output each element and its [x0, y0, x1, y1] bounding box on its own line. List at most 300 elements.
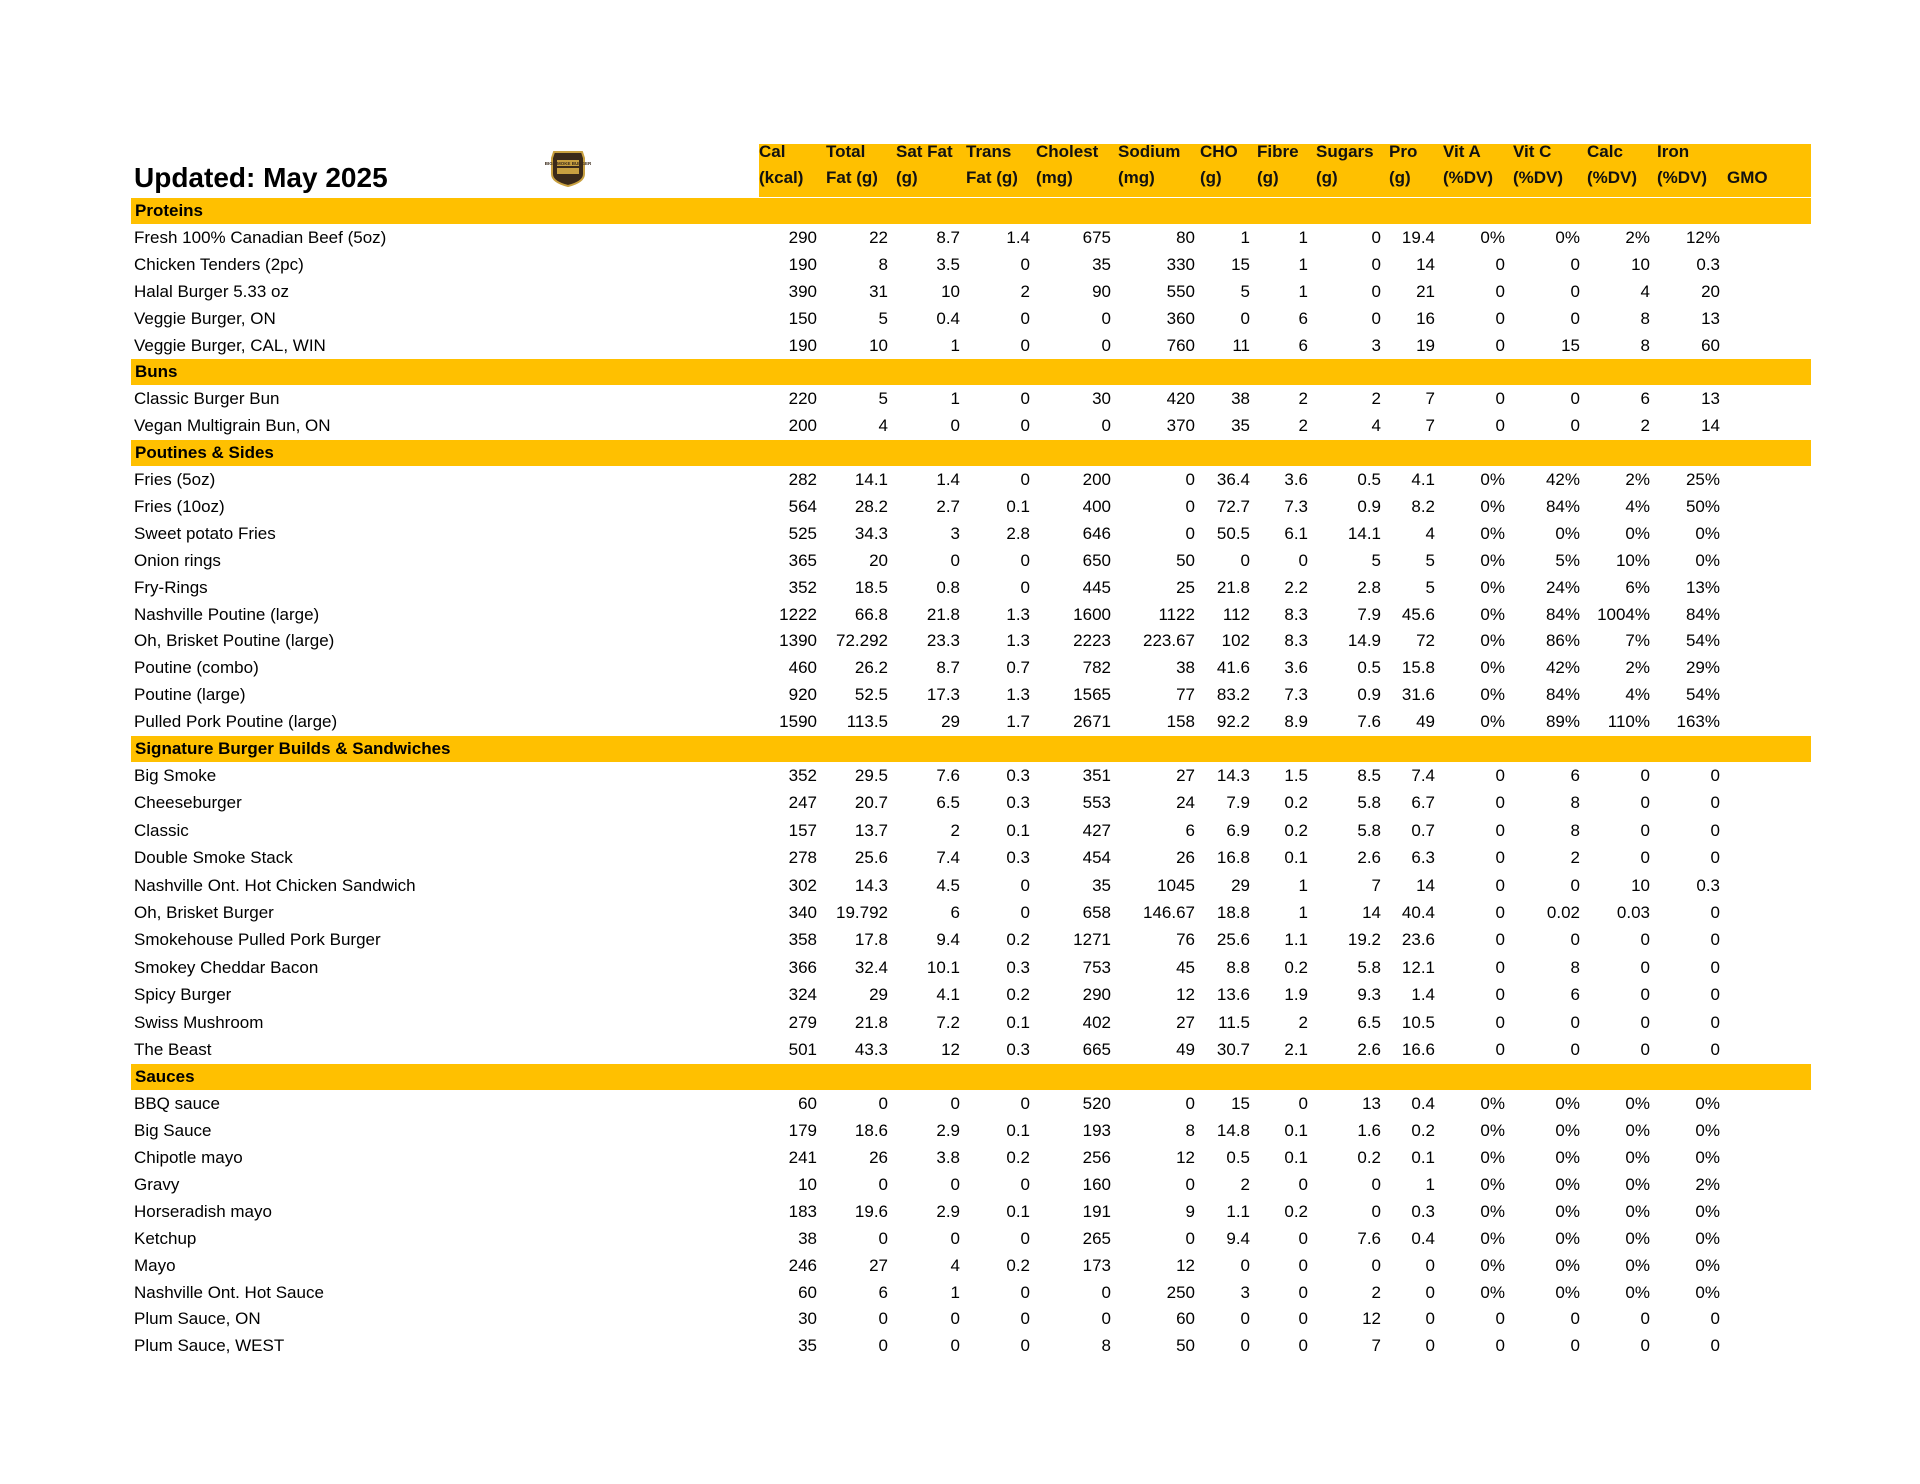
cell-value: 18.5	[854, 577, 888, 597]
item-name: Fry-Rings	[134, 577, 208, 597]
cell-value: 3.6	[1284, 658, 1308, 678]
cell-value: 0	[1570, 389, 1580, 409]
cell-value: 1	[1298, 254, 1308, 274]
cell-value: 0%	[1555, 1148, 1580, 1167]
item-name: Onion rings	[134, 550, 221, 570]
cell-value: 0	[1710, 820, 1720, 840]
cell-value: 0%	[1555, 1282, 1580, 1302]
cell-value: 0	[1495, 875, 1505, 895]
cell-value: 0	[1640, 1336, 1650, 1356]
cell-value: 247	[788, 793, 817, 813]
cell-value: 420	[1166, 389, 1195, 409]
cell-value: 0.2	[1411, 1121, 1435, 1141]
cell-value: 650	[1082, 550, 1111, 570]
page-title: Updated: May 2025	[134, 162, 388, 193]
item-name: Veggie Burger, ON	[134, 308, 276, 328]
table-row	[0, 1010, 1920, 1036]
cell-value: 0	[878, 1336, 888, 1356]
cell-value: 0	[1495, 820, 1505, 840]
table-row	[0, 1199, 1920, 1225]
cell-value: 0.1	[1284, 848, 1308, 868]
item-name: Smokey Cheddar Bacon	[134, 957, 319, 977]
cell-value: 0	[1371, 227, 1381, 247]
cell-value: 77	[1176, 685, 1195, 705]
cell-value: 0	[1371, 254, 1381, 274]
item-name: Fries (10oz)	[134, 496, 225, 516]
cell-value: 2	[1298, 389, 1308, 409]
column-header-line2: (%DV)	[1513, 168, 1564, 187]
cell-value: 8	[878, 254, 888, 274]
cell-value: 30.7	[1216, 1039, 1250, 1059]
table-row	[0, 628, 1920, 654]
cell-value: 9.4	[936, 930, 960, 950]
cell-value: 7.9	[1357, 604, 1381, 624]
cell-value: 445	[1082, 577, 1111, 597]
cell-value: 0	[1495, 416, 1505, 436]
cell-value: 2.8	[1006, 523, 1030, 543]
cell-value: 150	[788, 308, 817, 328]
cell-value: 13.6	[1216, 985, 1250, 1005]
cell-value: 0.3	[1411, 1201, 1435, 1221]
cell-value: 191	[1082, 1201, 1111, 1221]
cell-value: 0	[1570, 416, 1580, 436]
column-header-line2: (mg)	[1118, 168, 1155, 187]
table-row	[0, 521, 1920, 547]
cell-value: 13.7	[854, 820, 888, 840]
cell-value: 0.5	[1357, 470, 1381, 489]
cell-value: 0	[1710, 1039, 1720, 1059]
cell-value: 0	[1495, 1336, 1505, 1356]
item-name: Mayo	[134, 1255, 176, 1275]
cell-value: 2%	[1625, 658, 1650, 678]
item-name: Chipotle mayo	[134, 1148, 243, 1167]
table-row	[0, 494, 1920, 520]
cell-value: 0	[1570, 1012, 1580, 1032]
cell-value: 290	[1082, 985, 1111, 1005]
item-name: Chicken Tenders (2pc)	[134, 254, 304, 274]
cell-value: 1	[1298, 902, 1308, 922]
cell-value: 1.4	[1411, 985, 1435, 1005]
cell-value: 0	[1020, 470, 1030, 489]
cell-value: 0	[1710, 985, 1720, 1005]
cell-value: 282	[788, 470, 817, 489]
cell-value: 7.6	[936, 765, 960, 785]
cell-value: 2	[1640, 416, 1650, 436]
cell-value: 0.4	[1411, 1094, 1435, 1114]
cell-value: 0%	[1625, 1174, 1650, 1194]
item-name: Double Smoke Stack	[134, 848, 293, 868]
item-name: Cheeseburger	[134, 793, 242, 813]
cell-value: 29	[869, 985, 888, 1005]
cell-value: 340	[788, 902, 817, 922]
table-row	[0, 279, 1920, 305]
cell-value: 246	[788, 1255, 817, 1275]
cell-value: 0	[1185, 1094, 1195, 1114]
cell-value: 8.5	[1357, 765, 1381, 785]
cell-value: 0	[1020, 1174, 1030, 1194]
cell-value: 6	[878, 1282, 888, 1302]
cell-value: 0.2	[1284, 1201, 1308, 1221]
section-label: Signature Burger Builds & Sandwiches	[135, 739, 451, 758]
cell-value: 72.292	[836, 631, 888, 651]
cell-value: 0	[1495, 389, 1505, 409]
cell-value: 0%	[1480, 550, 1505, 570]
cell-value: 92.2	[1216, 712, 1250, 732]
cell-value: 0	[1495, 1309, 1505, 1329]
cell-value: 7	[1425, 389, 1435, 409]
cell-value: 54%	[1685, 685, 1720, 705]
cell-value: 7.4	[1411, 765, 1435, 785]
cell-value: 0	[1101, 416, 1111, 436]
cell-value: 13	[1362, 1094, 1381, 1114]
cell-value: 0%	[1695, 1255, 1720, 1275]
cell-value: 365	[788, 550, 817, 570]
cell-value: 658	[1082, 902, 1111, 922]
cell-value: 50	[1176, 550, 1195, 570]
cell-value: 2	[1240, 1174, 1250, 1194]
cell-value: 1	[1298, 281, 1308, 301]
section-header	[131, 736, 1811, 762]
cell-value: 256	[1082, 1148, 1111, 1167]
cell-value: 35	[1092, 254, 1111, 274]
cell-value: 220	[788, 389, 817, 409]
cell-value: 10	[941, 281, 960, 301]
cell-value: 0.7	[1411, 820, 1435, 840]
cell-value: 86%	[1545, 631, 1580, 651]
table-row	[0, 1280, 1920, 1306]
cell-value: 8.7	[936, 658, 960, 678]
cell-value: 0	[1710, 902, 1720, 922]
cell-value: 12	[1176, 1148, 1195, 1167]
cell-value: 1271	[1073, 930, 1111, 950]
cell-value: 1	[1425, 1174, 1435, 1194]
cell-value: 1.1	[1226, 1201, 1250, 1221]
cell-value: 0.2	[1357, 1148, 1381, 1167]
cell-value: 0%	[1625, 1121, 1650, 1141]
item-name: Oh, Brisket Burger	[134, 902, 274, 922]
cell-value: 5	[1425, 550, 1435, 570]
table-row	[0, 818, 1920, 844]
cell-value: 520	[1082, 1094, 1111, 1114]
column-header-line2: (%DV)	[1657, 168, 1708, 187]
column-header-line1: Pro	[1389, 142, 1418, 161]
big-smoke-burger-logo-icon	[544, 148, 592, 188]
table-row	[0, 1226, 1920, 1252]
cell-value: 2.6	[1357, 1039, 1381, 1059]
cell-value: 158	[1166, 712, 1195, 732]
item-name: Nashville Ont. Hot Sauce	[134, 1282, 324, 1302]
cell-value: 290	[788, 227, 817, 247]
cell-value: 14.1	[1347, 523, 1381, 543]
cell-value: 324	[788, 985, 817, 1005]
cell-value: 0	[1570, 308, 1580, 328]
cell-value: 19.4	[1401, 227, 1435, 247]
cell-value: 0%	[1625, 1201, 1650, 1221]
item-name: Veggie Burger, CAL, WIN	[134, 335, 326, 355]
cell-value: 0.02	[1546, 902, 1580, 922]
cell-value: 351	[1082, 765, 1111, 785]
cell-value: 1222	[779, 604, 817, 624]
cell-value: 24%	[1545, 577, 1580, 597]
column-header-line2: (g)	[896, 168, 918, 187]
cell-value: 454	[1082, 848, 1111, 868]
cell-value: 0%	[1695, 1121, 1720, 1141]
column-header-line1: Sat Fat	[896, 142, 953, 161]
cell-value: 0.2	[1284, 820, 1308, 840]
cell-value: 0	[1020, 1228, 1030, 1248]
column-header-line1: Cholest	[1036, 142, 1099, 161]
cell-value: 50%	[1685, 496, 1720, 516]
cell-value: 0	[1495, 308, 1505, 328]
cell-value: 72.7	[1216, 496, 1250, 516]
cell-value: 8	[1640, 308, 1650, 328]
cell-value: 1.6	[1357, 1121, 1381, 1141]
cell-value: 15	[1231, 254, 1250, 274]
column-header-line1: Iron	[1657, 142, 1690, 161]
cell-value: 7	[1371, 875, 1381, 895]
table-row	[0, 1118, 1920, 1144]
cell-value: 35	[1231, 416, 1250, 436]
cell-value: 0%	[1480, 1201, 1505, 1221]
cell-value: 112	[1222, 604, 1250, 624]
table-row	[0, 845, 1920, 871]
cell-value: 10	[1631, 875, 1650, 895]
cell-value: 193	[1082, 1121, 1111, 1141]
cell-value: 20	[869, 550, 888, 570]
cell-value: 6	[1298, 308, 1308, 328]
cell-value: 1600	[1073, 604, 1111, 624]
cell-value: 0	[1298, 1282, 1308, 1302]
cell-value: 42%	[1545, 470, 1580, 489]
cell-value: 0.1	[1006, 1201, 1030, 1221]
cell-value: 0	[1570, 281, 1580, 301]
cell-value: 0	[1371, 308, 1381, 328]
cell-value: 14.3	[1216, 765, 1250, 785]
table-row	[0, 655, 1920, 681]
cell-value: 4%	[1625, 496, 1650, 516]
cell-value: 4%	[1625, 685, 1650, 705]
cell-value: 2.8	[1357, 577, 1381, 597]
cell-value: 0.1	[1411, 1148, 1435, 1167]
column-header-line1: Vit A	[1443, 142, 1481, 161]
cell-value: 36.4	[1216, 470, 1250, 489]
column-header-line2: (kcal)	[759, 168, 804, 187]
column-header-line1: Vit C	[1513, 142, 1552, 161]
cell-value: 0%	[1555, 1174, 1580, 1194]
table-row	[0, 1253, 1920, 1279]
table-row	[0, 548, 1920, 574]
cell-value: 0.3	[1006, 1039, 1030, 1059]
item-name: Classic	[134, 820, 189, 840]
cell-value: 0%	[1555, 1094, 1580, 1114]
cell-value: 11	[1232, 335, 1250, 355]
cell-value: 366	[788, 957, 817, 977]
cell-value: 2	[1570, 848, 1580, 868]
table-row	[0, 252, 1920, 278]
cell-value: 330	[1166, 254, 1195, 274]
cell-value: 0	[1640, 1012, 1650, 1032]
cell-value: 21.8	[854, 1012, 888, 1032]
cell-value: 0	[1185, 496, 1195, 516]
cell-value: 76	[1176, 930, 1195, 950]
cell-value: 7.6	[1357, 1228, 1381, 1248]
cell-value: 11.5	[1218, 1012, 1250, 1032]
cell-value: 32.4	[854, 957, 888, 977]
cell-value: 38	[1176, 658, 1195, 678]
cell-value: 20.7	[854, 793, 888, 813]
cell-value: 8	[1640, 335, 1650, 355]
cell-value: 0	[950, 1094, 960, 1114]
table-row	[0, 1145, 1920, 1171]
cell-value: 50	[1176, 1336, 1195, 1356]
item-name: Spicy Burger	[134, 985, 232, 1005]
item-name: Ketchup	[134, 1228, 197, 1248]
cell-value: 18.6	[854, 1121, 888, 1141]
table-row	[0, 900, 1920, 926]
cell-value: 250	[1166, 1282, 1195, 1302]
cell-value: 110%	[1607, 712, 1650, 732]
cell-value: 25	[1176, 577, 1195, 597]
cell-value: 402	[1082, 1012, 1111, 1032]
cell-value: 8	[1570, 820, 1580, 840]
section-label: Proteins	[135, 201, 204, 220]
cell-value: 0	[1710, 930, 1720, 950]
cell-value: 14.1	[854, 470, 888, 489]
cell-value: 9.4	[1226, 1228, 1250, 1248]
cell-value: 0%	[1480, 1174, 1505, 1194]
cell-value: 20	[1701, 281, 1720, 301]
cell-value: 17.3	[926, 685, 960, 705]
cell-value: 25%	[1685, 470, 1720, 489]
table-row	[0, 413, 1920, 439]
cell-value: 200	[1082, 470, 1111, 489]
cell-value: 0	[1298, 1309, 1308, 1329]
cell-value: 60	[798, 1094, 817, 1114]
cell-value: 4.1	[1411, 470, 1435, 489]
cell-value: 2	[1371, 389, 1381, 409]
cell-value: 0	[1495, 1012, 1505, 1032]
cell-value: 0	[1371, 281, 1381, 301]
cell-value: 0%	[1555, 1121, 1580, 1141]
table-row	[0, 927, 1920, 953]
cell-value: 19.6	[854, 1201, 888, 1221]
cell-value: 40.4	[1401, 902, 1435, 922]
cell-value: 0	[1495, 957, 1505, 977]
cell-value: 26	[1176, 848, 1195, 868]
cell-value: 7	[1371, 1336, 1381, 1356]
table-row	[0, 602, 1920, 628]
cell-value: 45	[1176, 957, 1195, 977]
cell-value: 1	[950, 335, 960, 355]
cell-value: 0	[1570, 930, 1580, 950]
cell-value: 113.5	[846, 712, 888, 732]
cell-value: 15	[1231, 1094, 1250, 1114]
item-name: Classic Burger Bun	[134, 389, 280, 409]
cell-value: 38	[1231, 389, 1250, 409]
cell-value: 50.5	[1216, 523, 1250, 543]
cell-value: 0	[1495, 1039, 1505, 1059]
cell-value: 10.5	[1401, 1012, 1435, 1032]
table-row	[0, 306, 1920, 332]
cell-value: 1	[1240, 227, 1250, 247]
cell-value: 49	[1176, 1039, 1195, 1059]
cell-value: 0	[878, 1094, 888, 1114]
cell-value: 102	[1221, 631, 1250, 651]
cell-value: 27	[1176, 765, 1195, 785]
cell-value: 6	[1298, 335, 1308, 355]
cell-value: 8	[1570, 957, 1580, 977]
item-name: The Beast	[134, 1039, 212, 1059]
cell-value: 19.2	[1347, 930, 1381, 950]
item-name: Sweet potato Fries	[134, 523, 276, 543]
cell-value: 183	[788, 1201, 817, 1221]
cell-value: 60	[798, 1282, 817, 1302]
cell-value: 89%	[1545, 712, 1580, 732]
item-name: Halal Burger 5.33 oz	[134, 281, 289, 301]
cell-value: 0	[1020, 1094, 1030, 1114]
cell-value: 12%	[1685, 227, 1720, 247]
cell-value: 0	[1020, 550, 1030, 570]
cell-value: 0	[1185, 1228, 1195, 1248]
cell-value: 5	[1425, 577, 1435, 597]
cell-value: 0	[1640, 765, 1650, 785]
cell-value: 0.2	[1006, 985, 1030, 1005]
cell-value: 173	[1082, 1255, 1111, 1275]
cell-value: 0%	[1480, 577, 1505, 597]
column-header-line2: (g)	[1389, 168, 1411, 187]
cell-value: 27	[1176, 1012, 1195, 1032]
cell-value: 0%	[1480, 1228, 1505, 1248]
cell-value: 0%	[1695, 550, 1720, 570]
cell-value: 25.6	[1216, 930, 1250, 950]
cell-value: 23.3	[926, 631, 960, 651]
cell-value: 0	[1020, 577, 1030, 597]
cell-value: 8.3	[1284, 604, 1308, 624]
cell-value: 0%	[1480, 685, 1505, 705]
cell-value: 0%	[1695, 1148, 1720, 1167]
cell-value: 26.2	[854, 658, 888, 678]
cell-value: 0.3	[1696, 254, 1720, 274]
cell-value: 6%	[1625, 577, 1650, 597]
cell-value: 553	[1082, 793, 1111, 813]
cell-value: 0	[1298, 1336, 1308, 1356]
cell-value: 2223	[1073, 631, 1111, 651]
cell-value: 0.2	[1006, 1255, 1030, 1275]
cell-value: 8	[1570, 793, 1580, 813]
item-name: Nashville Ont. Hot Chicken Sandwich	[134, 875, 416, 895]
cell-value: 4	[1371, 416, 1381, 436]
item-name: Nashville Poutine (large)	[134, 604, 320, 624]
cell-value: 0	[1020, 902, 1030, 922]
cell-value: 16	[1416, 308, 1435, 328]
cell-value: 4.5	[936, 875, 960, 895]
cell-value: 0	[1371, 1255, 1381, 1275]
item-name: Oh, Brisket Poutine (large)	[134, 631, 335, 651]
cell-value: 0	[1425, 1255, 1435, 1275]
cell-value: 54%	[1685, 631, 1720, 651]
cell-value: 0	[878, 1309, 888, 1329]
cell-value: 21	[1416, 281, 1435, 301]
cell-value: 0	[1570, 254, 1580, 274]
cell-value: 18.8	[1216, 902, 1250, 922]
cell-value: 0	[1570, 1039, 1580, 1059]
cell-value: 0%	[1480, 1148, 1505, 1167]
cell-value: 12	[1176, 985, 1195, 1005]
cell-value: 0	[1101, 1282, 1111, 1302]
cell-value: 400	[1082, 496, 1111, 516]
cell-value: 0.03	[1616, 902, 1650, 922]
cell-value: 0	[1495, 765, 1505, 785]
